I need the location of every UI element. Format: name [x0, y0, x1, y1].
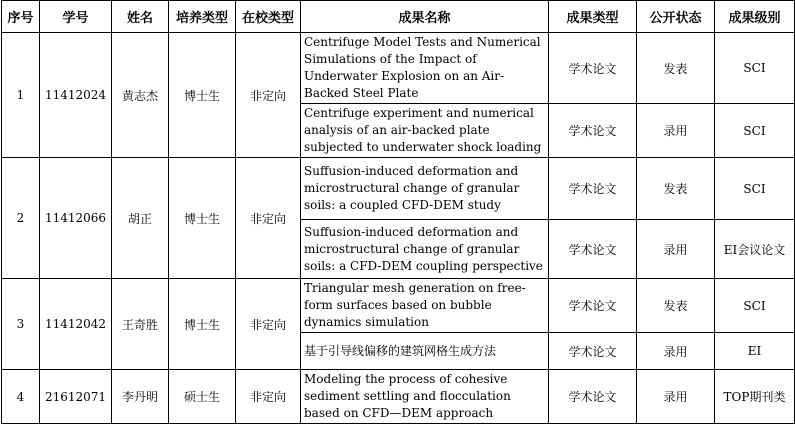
header-result-type: 成果类型: [549, 1, 637, 33]
result-type-cell: 学术论文: [549, 220, 637, 279]
result-type-cell: 学术论文: [549, 33, 637, 104]
public-status-cell: 发表: [637, 158, 715, 220]
result-title-cell: Centrifuge experiment and numerical analysis of an air-backed plate subjected to underwater shock loading: [301, 104, 549, 158]
result-type-cell: 学术论文: [549, 370, 637, 424]
public-status-cell: 录用: [637, 333, 715, 370]
public-status-cell: 录用: [637, 370, 715, 424]
training-type-cell: 博士生: [169, 279, 236, 370]
result-level-cell: EI会议论文: [715, 220, 795, 279]
school-type-cell: 非定向: [236, 370, 301, 424]
seq-cell: 1: [2, 33, 40, 158]
training-type-cell: 博士生: [169, 33, 236, 158]
header-seq: 序号: [2, 1, 40, 33]
school-type-cell: 非定向: [236, 279, 301, 370]
student-id-cell: 11412024: [40, 33, 112, 158]
result-level-cell: EI: [715, 333, 795, 370]
seq-cell: 4: [2, 370, 40, 424]
school-type-cell: 非定向: [236, 158, 301, 279]
result-level-cell: SCI: [715, 158, 795, 220]
result-title-cell: Suffusion-induced deformation and microstructural change of granular soils: a CFD-DEM coupling perspective: [301, 220, 549, 279]
seq-cell: 2: [2, 158, 40, 279]
table-row: [2, 33, 795, 104]
result-level-cell: SCI: [715, 33, 795, 104]
header-school-type: 在校类型: [236, 1, 301, 33]
result-title-cell: Centrifuge Model Tests and Numerical Simulations of the Impact of Underwater Explosion on an Air-Backed Steel Plate: [301, 33, 549, 104]
training-type-cell: 博士生: [169, 158, 236, 279]
table-row: [2, 370, 795, 424]
student-id-cell: 11412066: [40, 158, 112, 279]
result-level-cell: SCI: [715, 104, 795, 158]
seq-cell: 3: [2, 279, 40, 370]
public-status-cell: 发表: [637, 279, 715, 333]
header-result-level: 成果级别: [715, 1, 795, 33]
training-type-cell: 硕士生: [169, 370, 236, 424]
result-type-cell: 学术论文: [549, 104, 637, 158]
student-id-cell: 21612071: [40, 370, 112, 424]
result-level-cell: TOP期刊类: [715, 370, 795, 424]
result-type-cell: 学术论文: [549, 279, 637, 333]
student-name-cell: 黄志杰: [112, 33, 169, 158]
header-training-type: 培养类型: [169, 1, 236, 33]
header-row: [2, 1, 795, 33]
header-result-title: 成果名称: [301, 1, 549, 33]
public-status-cell: 发表: [637, 33, 715, 104]
public-status-cell: 录用: [637, 220, 715, 279]
public-status-cell: 录用: [637, 104, 715, 158]
header-student-id: 学号: [40, 1, 112, 33]
result-title-cell: Triangular mesh generation on free-form surfaces based on bubble dynamics simulation: [301, 279, 549, 333]
school-type-cell: 非定向: [236, 33, 301, 158]
result-level-cell: SCI: [715, 279, 795, 333]
result-title-cell: Modeling the process of cohesive sediment settling and flocculation based on CFD—DEM approach: [301, 370, 549, 424]
result-title-cell: 基于引导线偏移的建筑网格生成方法: [301, 333, 549, 370]
header-name: 姓名: [112, 1, 169, 33]
result-type-cell: 学术论文: [549, 158, 637, 220]
student-id-cell: 11412042: [40, 279, 112, 370]
student-name-cell: 王奇胜: [112, 279, 169, 370]
result-type-cell: 学术论文: [549, 333, 637, 370]
results-table: [1, 0, 795, 424]
student-name-cell: 李丹明: [112, 370, 169, 424]
table-row: [2, 279, 795, 333]
table-row: [2, 158, 795, 220]
result-title-cell: Suffusion-induced deformation and microstructural change of granular soils: a coupled CFD-DEM study: [301, 158, 549, 220]
student-name-cell: 胡正: [112, 158, 169, 279]
header-public-status: 公开状态: [637, 1, 715, 33]
